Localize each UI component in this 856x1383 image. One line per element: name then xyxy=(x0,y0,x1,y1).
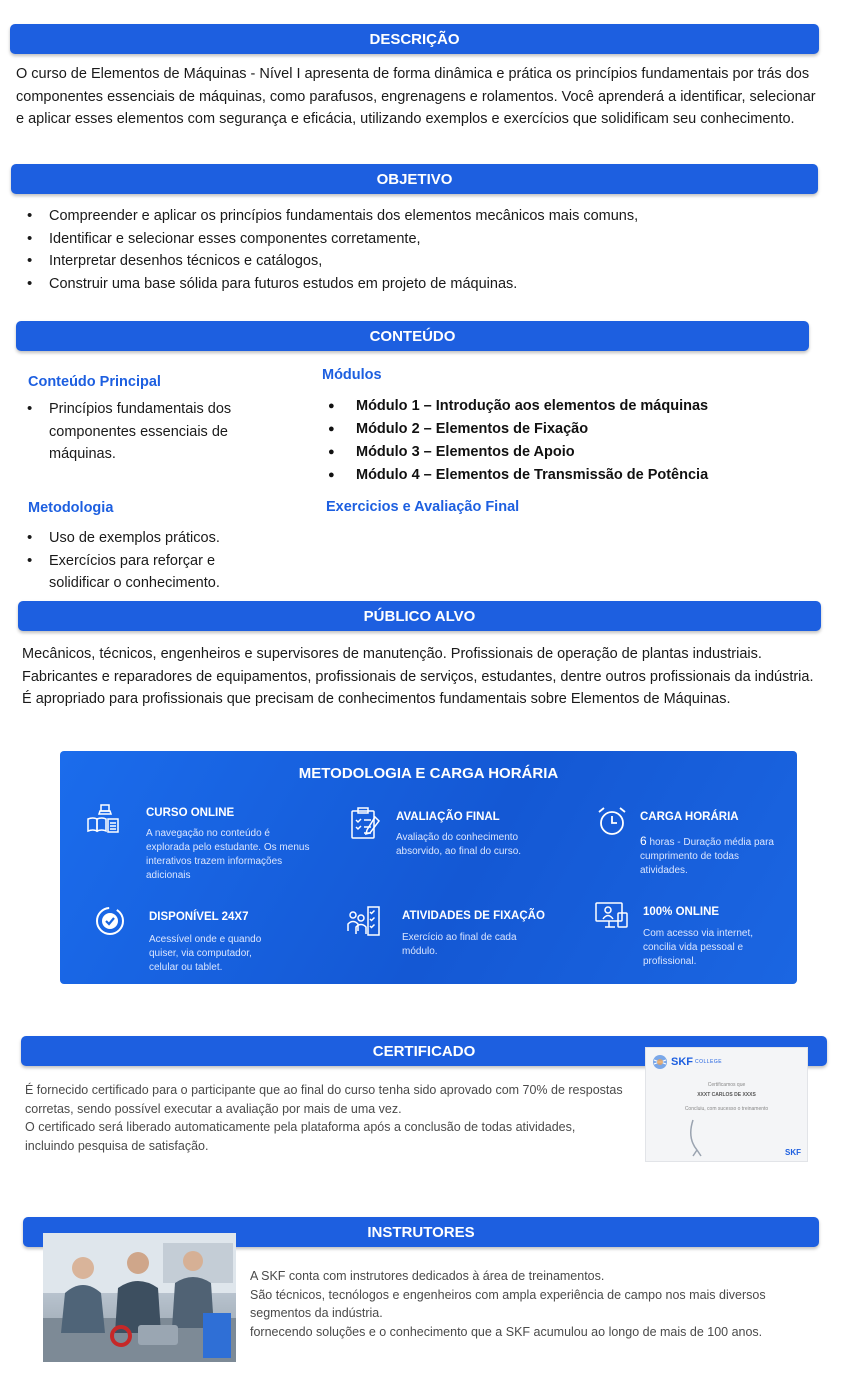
list-item: • Princípios fundamentais dos componentes essenciais de máquinas. xyxy=(17,398,262,466)
feature-title: CARGA HORÁRIA xyxy=(640,811,739,823)
section-title: CONTEÚDO xyxy=(369,327,456,345)
monitor-user-icon xyxy=(595,901,629,935)
feature-title: ATIVIDADES DE FIXAÇÃO xyxy=(402,910,545,922)
list-item: • Uso de exemplos práticos. xyxy=(17,527,257,550)
cert-footer-logo: SKF xyxy=(785,1148,801,1157)
cert-seal-icon xyxy=(681,1118,711,1158)
module-item: ● Módulo 3 – Elementos de Apoio xyxy=(322,441,802,464)
list-item: • Identificar e selecionar esses componentes corretamente, xyxy=(17,228,807,251)
feature-title: DISPONÍVEL 24X7 xyxy=(149,911,249,923)
instrutores-line: São técnicos, tecnólogos e engenheiros com ampla experiência de campo nos mais diversos segmentos da indústria. xyxy=(250,1287,766,1320)
feature-avaliacao-final xyxy=(348,807,578,887)
module-item: ● Módulo 1 – Introdução aos elementos de máquinas xyxy=(322,395,802,418)
section-header-descricao xyxy=(10,24,819,54)
feature-title: AVALIAÇÃO FINAL xyxy=(396,811,500,823)
section-title: CERTIFICADO xyxy=(372,1042,476,1060)
hours-value: 6 xyxy=(640,834,647,848)
module-item: ● Módulo 4 – Elementos de Transmissão de Potência xyxy=(322,464,802,487)
instrutores-text xyxy=(250,1267,825,1341)
modulos-title: Módulos xyxy=(322,367,382,383)
metodologia-list xyxy=(17,527,257,595)
cert-name: XXXT CARLOS DE XXXS xyxy=(697,1092,756,1098)
clipboard-icon xyxy=(348,807,382,841)
feature-desc: Avaliação do conhecimento absorvido, ao final do curso. xyxy=(396,832,522,857)
feature-atividades xyxy=(347,905,577,985)
feature-title: 100% ONLINE xyxy=(643,906,720,918)
instrutores-line: fornecendo soluções e o conhecimento que a SKF acumulou ao longo de mais de 100 anos. xyxy=(250,1324,763,1339)
section-header-publico xyxy=(18,601,821,631)
certificado-line: É fornecido certificado para o participante que ao final do curso tenha sido aprovado com 70% de respostas corretas, sendo possível executar a avaliação por mais de uma vez. xyxy=(25,1083,623,1116)
metodologia-panel xyxy=(60,751,797,984)
conteudo-principal-list xyxy=(17,398,262,466)
list-item: • Interpretar desenhos técnicos e catálogos, xyxy=(17,250,807,273)
modulos-list xyxy=(322,395,802,487)
objetivo-list xyxy=(17,205,807,295)
skf-college-logo xyxy=(652,1054,722,1070)
section-title: DESCRIÇÃO xyxy=(369,30,460,48)
feature-title: CURSO ONLINE xyxy=(146,807,235,819)
certificate-image xyxy=(645,1047,808,1162)
descricao-text: O curso de Elementos de Máquinas - Nível I apresenta de forma dinâmica e prática os princípios fundamentais por trás dos componentes essenciais de máquinas, como parafusos, engrenagens e rolamentos. Você aprenderá a identificar, selecionar e aplicar esses elementos com segurança e eficácia, utilizando exemplos e exercícios que solidificam seu conhecimento. xyxy=(16,66,816,127)
certificado-text xyxy=(25,1081,625,1155)
feature-desc xyxy=(640,834,780,878)
section-title: OBJETIVO xyxy=(376,170,453,188)
cert-brand-sub: COLLEGE xyxy=(695,1059,723,1065)
feature-curso-online xyxy=(86,803,316,893)
feature-desc: Acessível onde e quando quiser, via computador, celular ou tablet. xyxy=(149,934,262,973)
check-circle-icon xyxy=(94,905,128,939)
certificado-line: O certificado será liberado automaticamente pela plataforma após a conclusão de todas atividades, incluindo pesquisa de satisfação. xyxy=(25,1120,576,1153)
instructors-photo-illustration xyxy=(43,1233,236,1362)
list-item: • Construir uma base sólida para futuros estudos em projeto de máquinas. xyxy=(17,273,807,296)
conteudo-principal-title: Conteúdo Principal xyxy=(28,374,161,390)
feature-desc: Exercício ao final de cada módulo. xyxy=(402,932,517,957)
laptop-icon xyxy=(86,803,120,837)
list-item: • Exercícios para reforçar e solidificar o conhecimento. xyxy=(17,550,257,595)
feature-disponivel xyxy=(94,905,324,985)
exercicios-title: Exercicios e Avaliação Final xyxy=(326,499,520,515)
section-header-objetivo xyxy=(11,164,818,194)
alarm-clock-icon xyxy=(595,804,629,838)
list-item: • Compreender e aplicar os princípios fundamentais dos elementos mecânicos mais comuns, xyxy=(17,205,807,228)
cert-line2: Concluiu, com sucesso o treinamento xyxy=(684,1106,769,1112)
panel-title: METODOLOGIA E CARGA HORÁRIA xyxy=(298,765,559,782)
feature-desc: A navegação no conteúdo é explorada pelo estudante. Os menus interativos trazem informações adicionais xyxy=(146,828,310,881)
section-header-conteudo xyxy=(16,321,809,351)
section-title: PÚBLICO ALVO xyxy=(363,607,476,625)
feature-100-online xyxy=(595,901,795,981)
module-item: ● Módulo 2 – Elementos de Fixação xyxy=(322,418,802,441)
metodologia-title: Metodologia xyxy=(28,500,114,516)
instrutores-line: A SKF conta com instrutores dedicados à área de treinamentos. xyxy=(250,1269,605,1283)
cert-line1: Certificamos que xyxy=(707,1082,746,1088)
checklist-people-icon xyxy=(347,905,381,939)
feature-desc: Com acesso via internet, concilia vida pessoal e profissional. xyxy=(643,928,754,967)
feature-carga-horaria xyxy=(595,804,795,884)
section-title: INSTRUTORES xyxy=(367,1223,475,1241)
instructors-photo xyxy=(43,1233,236,1362)
cert-brand: SKF xyxy=(671,1056,693,1068)
hours-desc: horas - Duração média para cumprimento de todas atividades. xyxy=(640,837,774,876)
globe-icon xyxy=(652,1054,668,1070)
publico-text: Mecânicos, técnicos, engenheiros e supervisores de manutenção. Profissionais de operação de plantas industriais. Fabricantes e reparadores de equipamentos, profissionais de serviços, estudantes, dentre outros profissionais da indústria. É apropriado para profissionais que precisam de conhecimentos fundamentais sobre Elementos de Máquinas. xyxy=(22,646,814,707)
